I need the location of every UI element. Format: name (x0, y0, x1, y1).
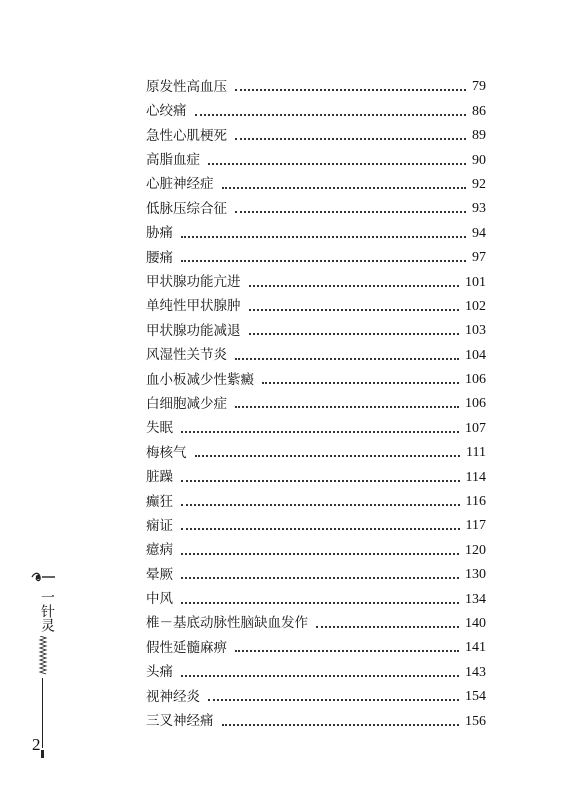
toc-leader-dots (181, 236, 466, 238)
toc-entry (146, 558, 486, 582)
toc-entry-title: 中风 (146, 591, 173, 608)
toc-entry (146, 241, 486, 265)
toc-entry (146, 436, 486, 460)
toc-entry-title: 晕厥 (146, 566, 173, 583)
margin-rule (42, 678, 43, 748)
toc-entry-title: 血小板减少性紫癜 (146, 371, 254, 388)
toc-entry-title: 腰痛 (146, 249, 173, 266)
toc-entry-title: 梅核气 (146, 444, 187, 461)
toc-entry-title: 脏躁 (146, 469, 173, 486)
toc-leader-dots (181, 480, 460, 482)
toc-entry (146, 192, 486, 216)
toc-entry-page: 94 (472, 225, 486, 241)
toc-entry (146, 143, 486, 167)
toc-leader-dots (262, 382, 459, 384)
toc-entry (146, 533, 486, 557)
toc-entry (146, 363, 486, 387)
toc-entry-page: 103 (465, 323, 486, 339)
toc-entry-title: 原发性高血压 (146, 78, 227, 95)
toc-entry-page: 130 (465, 567, 486, 583)
toc-leader-dots (208, 699, 459, 701)
toc-leader-dots (181, 675, 459, 677)
page-number: 2 (32, 735, 41, 754)
toc-entry-title: 失眠 (146, 420, 173, 437)
toc-entry-page: 89 (472, 128, 486, 144)
toc-entry-title: 急性心肌梗死 (146, 127, 227, 144)
toc-entry (146, 290, 486, 314)
toc-entry-page: 111 (466, 445, 486, 461)
toc-entry (146, 94, 486, 118)
toc-leader-dots (222, 724, 460, 726)
toc-leader-dots (249, 285, 460, 287)
flourish-icon (30, 570, 56, 584)
toc-leader-dots (222, 187, 467, 189)
toc-entry-page: 120 (465, 542, 486, 558)
toc-entry-page: 141 (465, 640, 486, 656)
toc-entry-page: 104 (465, 347, 486, 363)
toc-leader-dots (316, 626, 459, 628)
toc-entry (146, 655, 486, 679)
toc-leader-dots (235, 650, 459, 652)
toc-entry-title: 单纯性甲状腺肿 (146, 298, 241, 315)
toc-entry-page: 90 (472, 152, 486, 168)
toc-leader-dots (195, 455, 461, 457)
toc-leader-dots (235, 406, 459, 408)
toc-entry-title: 心脏神经症 (146, 176, 214, 193)
toc-entry (146, 460, 486, 484)
toc-leader-dots (235, 89, 466, 91)
toc-leader-dots (195, 114, 467, 116)
toc-entry-title: 癔病 (146, 542, 173, 559)
toc-entry-page: 97 (472, 250, 486, 266)
toc-entry-title: 低脉压综合征 (146, 200, 227, 217)
toc-entry-title: 三叉神经痛 (146, 713, 214, 730)
toc-entry-page: 154 (465, 689, 486, 705)
toc-entry-title: 白细胞减少症 (146, 395, 227, 412)
toc-entry-page: 143 (465, 664, 486, 680)
toc-entry-title: 头痛 (146, 664, 173, 681)
toc-leader-dots (235, 358, 459, 360)
toc-entry-page: 101 (465, 274, 486, 290)
toc-entry-page: 114 (465, 469, 486, 485)
table-of-contents (146, 70, 486, 729)
toc-entry (146, 314, 486, 338)
toc-entry-page: 107 (465, 420, 486, 436)
toc-leader-dots (181, 577, 459, 579)
toc-entry-page: 86 (472, 103, 486, 119)
toc-leader-dots (208, 163, 466, 165)
toc-entry (146, 338, 486, 362)
toc-entry (146, 704, 486, 728)
toc-entry-title: 假性延髓麻痹 (146, 639, 227, 656)
toc-entry-title: 风湿性关节炎 (146, 347, 227, 364)
toc-entry-title: 心绞痛 (146, 103, 187, 120)
toc-leader-dots (235, 138, 466, 140)
toc-entry (146, 119, 486, 143)
toc-leader-dots (249, 309, 460, 311)
toc-entry-title: 甲状腺功能减退 (146, 322, 241, 339)
toc-entry (146, 485, 486, 509)
toc-leader-dots (249, 333, 460, 335)
toc-entry (146, 70, 486, 94)
toc-entry-page: 134 (465, 591, 486, 607)
toc-entry (146, 411, 486, 435)
toc-entry-title: 甲状腺功能亢进 (146, 274, 241, 291)
toc-leader-dots (181, 504, 460, 506)
toc-leader-dots (181, 602, 459, 604)
toc-entry (146, 631, 486, 655)
toc-entry-title: 癫狂 (146, 493, 173, 510)
zigzag-ornament-icon (38, 636, 48, 676)
toc-entry (146, 582, 486, 606)
toc-entry-page: 140 (465, 615, 486, 631)
toc-entry-page: 116 (465, 494, 486, 510)
toc-entry-title: 胁痛 (146, 225, 173, 242)
toc-leader-dots (235, 211, 466, 213)
toc-entry-page: 106 (465, 396, 486, 412)
toc-entry-page: 92 (472, 176, 486, 192)
toc-entry-page: 102 (465, 298, 486, 314)
toc-leader-dots (181, 431, 459, 433)
toc-entry-page: 93 (472, 201, 486, 217)
toc-entry-page: 117 (465, 518, 486, 534)
toc-entry (146, 265, 486, 289)
toc-leader-dots (181, 528, 460, 530)
toc-entry (146, 607, 486, 631)
toc-entry-page: 79 (472, 79, 486, 95)
toc-entry (146, 387, 486, 411)
toc-entry-title: 椎－基底动脉性脑缺血发作 (146, 615, 308, 632)
toc-entry (146, 680, 486, 704)
toc-entry (146, 509, 486, 533)
toc-entry (146, 168, 486, 192)
toc-entry (146, 216, 486, 240)
toc-entry-page: 156 (465, 713, 486, 729)
toc-entry-title: 视神经炎 (146, 688, 200, 705)
toc-leader-dots (181, 553, 459, 555)
margin-dash (41, 750, 44, 758)
toc-entry-title: 痫证 (146, 517, 173, 534)
toc-leader-dots (181, 260, 466, 262)
toc-entry-title: 高脂血症 (146, 152, 200, 169)
running-title: 一针灵 (39, 590, 55, 632)
toc-entry-page: 106 (465, 372, 486, 388)
